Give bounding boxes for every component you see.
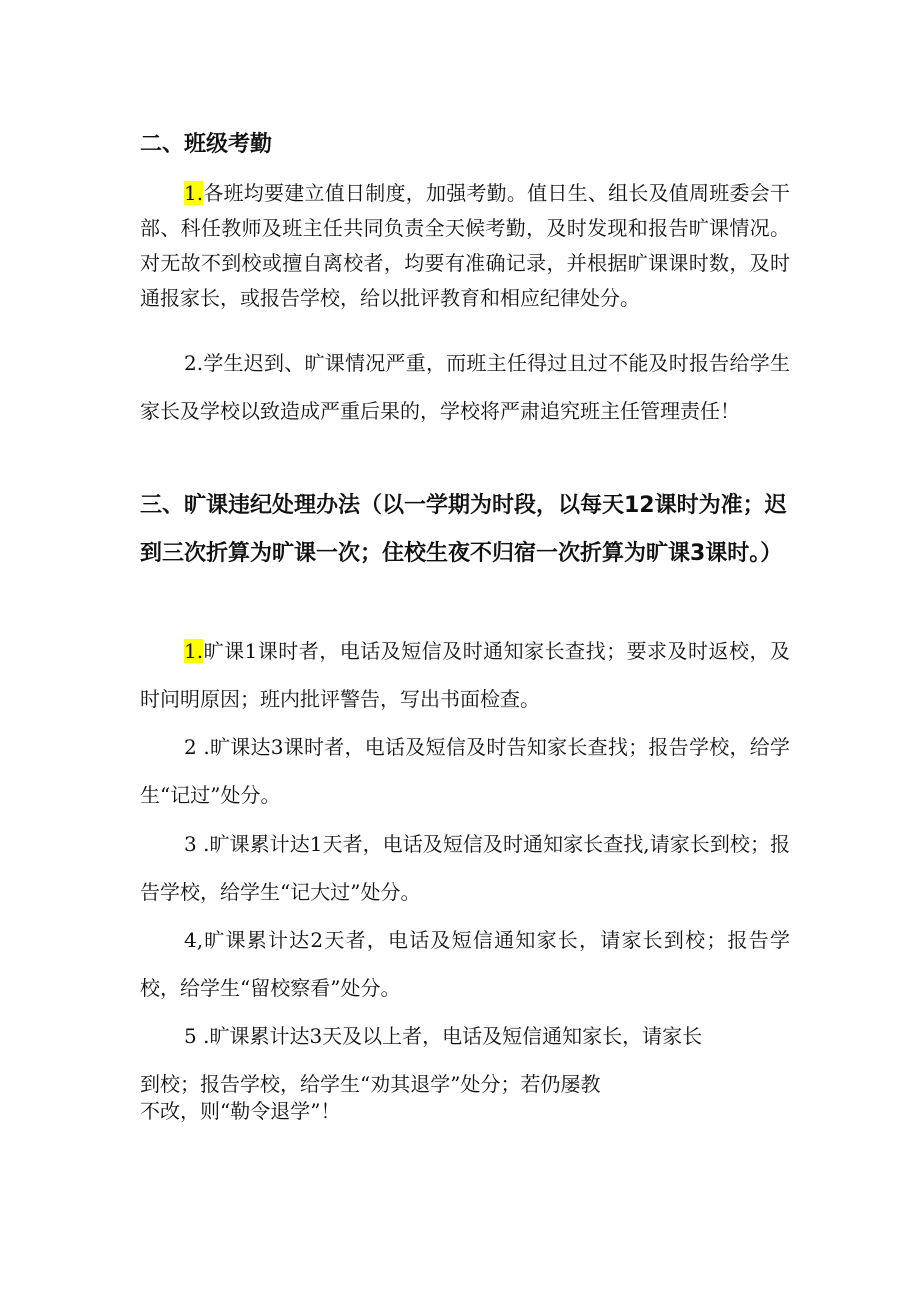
section-3-item-5-line-3: 不改，则“勒令退学”！ xyxy=(140,1099,341,1123)
item-number-highlight: 1. xyxy=(184,181,204,205)
section-3-item-1-text: 旷课1课时者，电话及短信及时通知家长查找；要求及时返校，及时问明原因；班内批评警告，写出书面检查。 xyxy=(140,639,790,711)
section-3-item-2: 2 .旷课达3课时者，电话及短信及时告知家长查找；报告学校，给学生“记过”处分。 xyxy=(140,735,790,807)
section-2-item-1 xyxy=(140,176,790,316)
section-2-item-1-text: 各班均要建立值日制度，加强考勤。值日生、组长及值周班委会干部、科任教师及班主任共同负责全天候考勤，及时发现和报告旷课情况。对无故不到校或擅自离校者，均要有准确记录，并根据旷课课时数，及时通报家长，或报告学校，给以批评教育和相应纪律处分。 xyxy=(140,181,790,310)
section-3-item-1 xyxy=(140,627,790,723)
section-3-item-3: 3 .旷课累计达1天者，电话及短信及时通知家长查找,请家长到校；报告学校，给学生“记大过”处分。 xyxy=(140,832,790,904)
section-2-item-2: 2.学生迟到、旷课情况严重，而班主任得过且过不能及时报告给学生家长及学校以致造成严重后果的，学校将严肃追究班主任管理责任！ xyxy=(140,351,790,423)
section-3-item-5-line-2: 到校；报告学校，给学生“劝其退学”处分；若仍屡教 xyxy=(140,1072,601,1096)
section-3-item-5-line-1: 5 .旷课累计达3天及以上者，电话及短信通知家长，请家长 xyxy=(184,1024,703,1048)
section-2-heading: 二、班级考勤 xyxy=(140,132,273,157)
section-3-item-5 xyxy=(140,1012,790,1132)
section-3-item-4: 4,旷课累计达2天者，电话及短信通知家长，请家长到校；报告学校，给学生“留校察看”处分。 xyxy=(140,928,790,1000)
item-number-highlight: 1. xyxy=(184,639,204,663)
section-3-heading: 三、旷课违纪处理办法（以一学期为时段，以每天12课时为准；迟到三次折算为旷课一次；住校生夜不归宿一次折算为旷课3课时。） xyxy=(140,493,787,566)
